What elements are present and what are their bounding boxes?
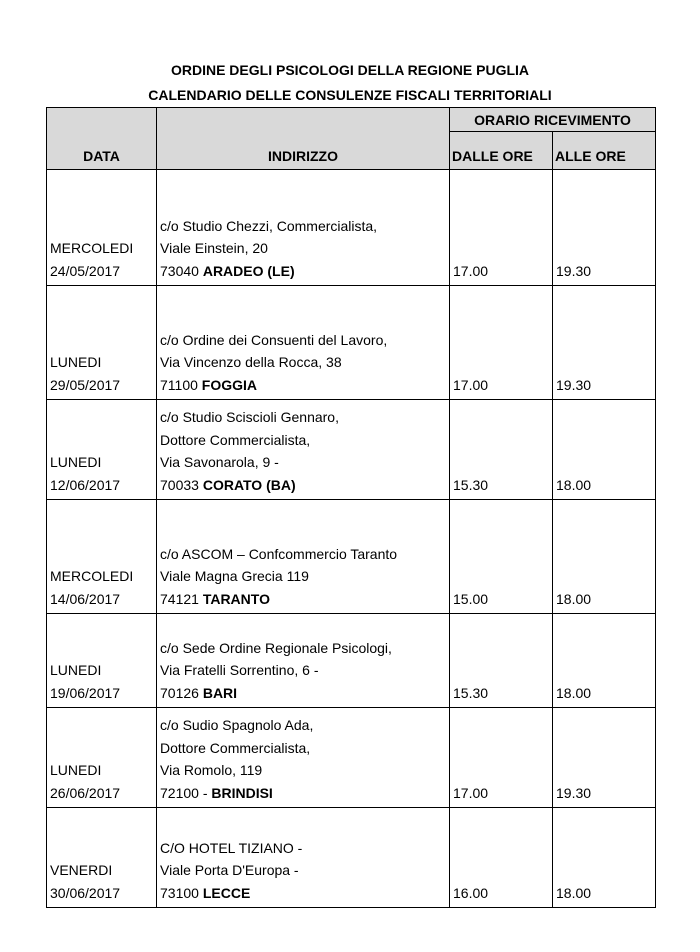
address-line: Viale Magna Grecia 119 xyxy=(160,568,309,584)
postal-city-line xyxy=(160,782,449,805)
weekday: VENERDI xyxy=(50,862,113,878)
date: 19/06/2017 xyxy=(50,684,121,701)
date: 30/06/2017 xyxy=(50,884,121,901)
from-time: 17.00 xyxy=(450,286,553,400)
postal-code: 73040 xyxy=(160,262,199,279)
to-time: 18.00 xyxy=(553,500,656,614)
address-line: c/o ASCOM – Confcommercio Taranto xyxy=(160,545,398,562)
postal-code: 70033 xyxy=(160,476,199,493)
address-line: Via Savonarola, 9 - xyxy=(160,454,279,470)
weekday: MERCOLEDI xyxy=(50,240,134,256)
address-cell xyxy=(157,808,450,908)
address-cell xyxy=(157,286,450,400)
document-title: ORDINE DEGLI PSICOLOGI DELLA REGIONE PUGLIA xyxy=(170,62,530,78)
header-dalle-ore: DALLE ORE xyxy=(450,132,553,170)
address-line: c/o Studio Sciscioli Gennaro, xyxy=(160,409,339,425)
table-row xyxy=(47,808,656,908)
postal-city-line xyxy=(160,260,449,283)
address-line: Via Fratelli Sorrentino, 6 - xyxy=(160,662,319,678)
date-cell xyxy=(47,614,157,708)
city: BRINDISI xyxy=(211,784,273,801)
city: LECCE xyxy=(202,884,251,901)
city: FOGGIA xyxy=(201,376,258,393)
date-cell xyxy=(47,708,157,808)
address-cell xyxy=(157,708,450,808)
to-time: 19.30 xyxy=(553,286,656,400)
date: 14/06/2017 xyxy=(50,590,121,607)
header-alle-ore: ALLE ORE xyxy=(553,132,656,170)
date: 12/06/2017 xyxy=(50,476,121,493)
postal-city-line xyxy=(160,474,449,497)
table-row xyxy=(47,170,656,286)
date: 26/06/2017 xyxy=(50,784,121,801)
weekday: LUNEDI xyxy=(50,454,102,470)
postal-city-line xyxy=(160,374,449,397)
header-data: DATA xyxy=(47,108,157,170)
city: CORATO (BA) xyxy=(202,476,296,493)
weekday: LUNEDI xyxy=(50,662,102,678)
to-time: 18.00 xyxy=(553,400,656,500)
from-time: 15.00 xyxy=(450,500,553,614)
postal-code: 73100 xyxy=(160,884,199,901)
date-cell xyxy=(47,500,157,614)
address-line: C/O HOTEL TIZIANO - xyxy=(160,839,303,856)
date: 29/05/2017 xyxy=(50,376,121,393)
postal-code: 74121 xyxy=(160,590,199,607)
date-cell xyxy=(47,400,157,500)
weekday: MERCOLEDI xyxy=(50,568,134,584)
postal-code: 72100 - xyxy=(160,784,208,801)
from-time: 17.00 xyxy=(450,708,553,808)
address-line: Dottore Commercialista, xyxy=(160,739,311,756)
address-cell xyxy=(157,614,450,708)
to-time: 19.30 xyxy=(553,170,656,286)
city: BARI xyxy=(202,684,238,701)
city: TARANTO xyxy=(202,590,270,607)
table-row xyxy=(47,708,656,808)
header-orario-ricevimento: ORARIO RICEVIMENTO xyxy=(450,108,656,132)
address-cell xyxy=(157,170,450,286)
to-time: 18.00 xyxy=(553,614,656,708)
postal-city-line xyxy=(160,682,449,705)
address-line: Viale Porta D'Europa - xyxy=(160,862,299,878)
from-time: 16.00 xyxy=(450,808,553,908)
date-cell xyxy=(47,170,157,286)
table-row xyxy=(47,614,656,708)
postal-code: 71100 xyxy=(160,376,198,393)
to-time: 19.30 xyxy=(553,708,656,808)
header-indirizzo: INDIRIZZO xyxy=(157,108,450,170)
date-cell xyxy=(47,286,157,400)
date: 24/05/2017 xyxy=(50,262,121,279)
table-row xyxy=(47,286,656,400)
city: ARADEO (LE) xyxy=(202,262,295,279)
from-time: 15.30 xyxy=(450,614,553,708)
address-line: Via Vincenzo della Rocca, 38 xyxy=(160,354,342,370)
calendar-table xyxy=(46,107,656,908)
address-line: c/o Ordine dei Consuenti del Lavoro, xyxy=(160,331,388,348)
weekday: LUNEDI xyxy=(50,354,102,370)
address-line: Dottore Commercialista, xyxy=(160,431,311,448)
address-cell xyxy=(157,400,450,500)
table-row xyxy=(47,500,656,614)
from-time: 17.00 xyxy=(450,170,553,286)
from-time: 15.30 xyxy=(450,400,553,500)
address-line: Viale Einstein, 20 xyxy=(160,240,268,256)
postal-code: 70126 xyxy=(160,684,199,701)
address-line: c/o Sede Ordine Regionale Psicologi, xyxy=(160,639,392,656)
postal-city-line xyxy=(160,588,449,611)
date-cell xyxy=(47,808,157,908)
address-line: Via Romolo, 119 xyxy=(160,762,263,778)
postal-city-line xyxy=(160,882,449,905)
weekday: LUNEDI xyxy=(50,762,102,778)
address-cell xyxy=(157,500,450,614)
address-line: c/o Studio Chezzi, Commercialista, xyxy=(160,217,378,234)
to-time: 18.00 xyxy=(553,808,656,908)
address-line: c/o Sudio Spagnolo Ada, xyxy=(160,717,314,733)
document-subtitle: CALENDARIO DELLE CONSULENZE FISCALI TERRITORIALI xyxy=(148,87,552,103)
table-row xyxy=(47,400,656,500)
